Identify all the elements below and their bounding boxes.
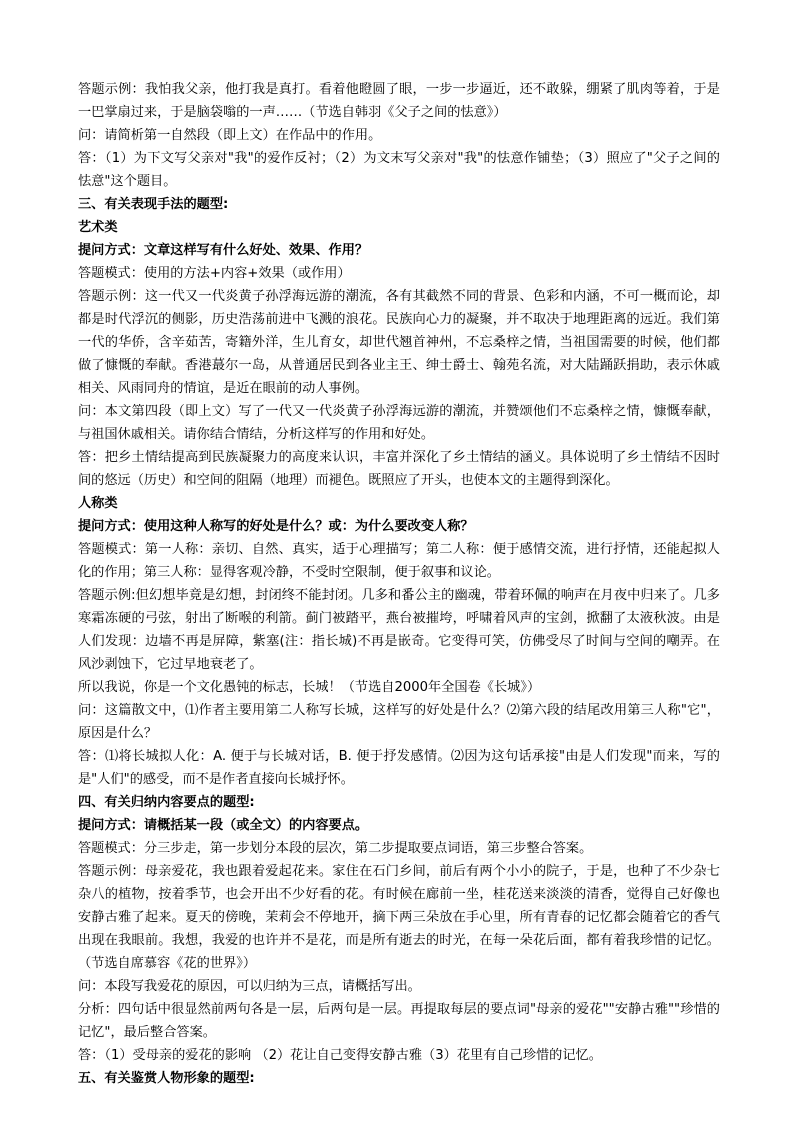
example-summary: 答题示例：母亲爱花，我也跟着爱起花来。家住在石门乡间，前后有两个小小的院子，于是，也种了不少杂七杂八的植物，按着季节，也会开出不少好看的花。有时候在廊前一坐，桂花送来淡淡的清香，觉得自己好像也安静古雅了起来。夏天的傍晚，茉莉会不停地开，摘下两三朵放在手心里，所有青春的记忆都会随着它的香气出现在我眼前。我想，我爱的也许并不是花，而是所有逝去的时光，在每一朵花后面，都有着我珍惜的记忆。（节选自席慕容《花的世界》）: [78, 864, 720, 971]
subheading-art: 艺术类: [78, 220, 118, 235]
answer-person: 答：⑴将长城拟人化：A. 便于与长城对话，B. 便于抒发感情。⑵因为这句话承接"由是人们发现"而来，写的是"人们"的感受，而不是作者直接向长城抒怀。: [78, 749, 720, 787]
question-format-person: 提问方式：使用这种人称写的好处是什么？或：为什么要改变人称？: [78, 519, 474, 534]
analysis-summary: 分析：四句话中很显然前两句各是一层，后两句是一层。再提取每层的要点词"母亲的爱花""安静古雅""珍惜的记忆"，最后整合答案。: [78, 1002, 720, 1040]
subheading-person: 人称类: [78, 496, 118, 511]
question-first-paragraph-role: 问：请简析第一自然段（即上文）在作品中的作用。: [78, 128, 382, 143]
answer-first-paragraph-role: 答：（1）为下文写父亲对"我"的爱作反衬；（2）为文末写父亲对"我"的怯意作铺垫；（3）照应了"父子之间的怯意"这个题目。: [78, 151, 720, 189]
section-heading-summary: 四、有关归纳内容要点的题型:: [78, 795, 255, 810]
example-father-fear: 答题示例：我怕我父亲，他打我是真打。看着他瞪圆了眼，一步一步逼近，还不敢躲，绷紧了肌肉等着，于是一巴掌扇过来，于是脑袋嗡的一声……（节选自韩羽《父子之间的怯意》）: [78, 82, 720, 120]
example-person-ending: 所以我说，你是一个文化愚钝的标志，长城！（节选自2000年全国卷《长城》）: [78, 680, 541, 695]
question-format-summary: 提问方式：请概括某一段（或全文）的内容要点。: [78, 818, 369, 833]
question-art: 问：本文第四段（即上文）写了一代又一代炎黄子孙浮海远游的潮流，并赞颂他们不忘桑梓之情，慷慨奉献，与祖国休戚相关。请你结合情结，分析这样写的作用和好处。: [78, 404, 720, 442]
answer-art: 答：把乡土情结提高到民族凝聚力的高度来认识，丰富并深化了乡土情结的涵义。具体说明了乡土情结不因时间的悠远（历史）和空间的阻隔（地理）而褪色。既照应了开头，也使本文的主题得到深化。: [78, 450, 720, 488]
answer-mode-summary: 答题模式：分三步走，第一步划分本段的层次，第二步提取要点词语，第三步整合答案。: [78, 841, 593, 856]
section-heading-character: 五、有关鉴赏人物形象的题型:: [78, 1071, 255, 1086]
answer-mode-person: 答题模式：第一人称：亲切、自然、真实，适于心理描写；第二人称：便于感情交流，进行抒情，还能起拟人化的作用；第三人称：显得客观冷静，不受时空限制，便于叙事和议论。: [78, 542, 720, 580]
example-person: 答题示例:但幻想毕竟是幻想，封闭终不能封闭。几多和番公主的幽魂，带着环佩的响声在月夜中归来了。几多寒霜冻硬的弓弦，射出了断喉的利箭。蓟门被踏平，燕台被摧垮，呼啸着风声的宝剑，掀翻了太液秋波。由是人们发现：边墙不再是屏障，紫塞(注：指长城)不再是嵌奇。它变得可笑，仿佛受尽了时间与空间的嘲弄。在风沙剥蚀下，它过早地衰老了。: [78, 588, 720, 672]
answer-mode-art: 答题模式：使用的方法+内容+效果（或作用）: [78, 266, 351, 281]
answer-summary: 答：（1）受母亲的爱花的影响 （2）花让自己变得安静古雅（3）花里有自己珍惜的记忆。: [78, 1048, 602, 1063]
question-summary: 问：本段写我爱花的原因，可以归纳为三点，请概括写出。: [78, 979, 421, 994]
document-page: [78, 78, 720, 1090]
question-person: 问：这篇散文中，⑴作者主要用第二人称写长城，这样写的好处是什么？⑵第六段的结尾改用第三人称"它"，原因是什么？: [78, 703, 720, 741]
question-format-art: 提问方式：文章这样写有什么好处、效果、作用？: [78, 243, 369, 258]
example-art: 答题示例：这一代又一代炎黄子孙浮海远游的潮流，各有其截然不同的背景、色彩和内涵，不可一概而论，却都是时代浮沉的侧影，历史浩荡前进中飞溅的浪花。民族向心力的凝聚，并不取决于地理距离的远近。我们第一代的华侨，含辛茹苦，寄籍外洋，生儿育女，却世代翘首神州，不忘桑梓之情，当祖国需要的时候，他们都做了慷慨的奉献。香港蕞尔一岛，从普通居民到各业主王、绅士爵士、翰苑名流，对大陆踊跃捐助，表示休戚相关、风雨同舟的情谊，是近在眼前的动人事例。: [78, 289, 720, 396]
section-heading-expression: 三、有关表现手法的题型:: [78, 197, 229, 212]
